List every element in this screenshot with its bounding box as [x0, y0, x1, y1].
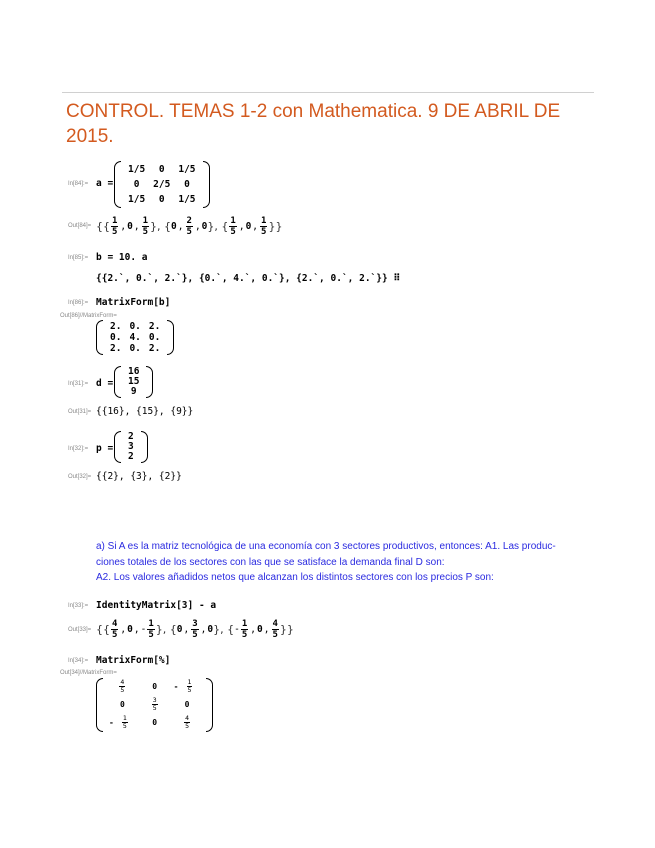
- cell-label-out84: Out[84]=: [68, 223, 92, 229]
- question-line-1: a) Si A es la matriz tecnológica de una economía con 3 sectores productivos, entonces: A1. Las produc-: [96, 541, 556, 552]
- matrixform-last-input[interactable]: MatrixForm[%]: [96, 655, 171, 666]
- d-assign[interactable]: d =: [96, 378, 114, 389]
- matrix-entry: 2.: [148, 321, 161, 332]
- p-vector: [114, 431, 148, 463]
- identity-input[interactable]: IdentityMatrix[3] - a: [96, 600, 217, 611]
- identity-grid: $\frac{4}{5}$ 0 - $\frac{1}{5}$ 0 $\frac{3}{5}$ 0 - $\frac{1}{5}$ 0 $\frac{4}{5}$: [109, 678, 192, 730]
- matrix-entry: 1/5: [178, 194, 196, 205]
- matrix-entry: 2/5: [153, 179, 171, 190]
- matrix-entry: 0: [158, 194, 165, 205]
- cell-label-in84: In[84]:=: [68, 181, 89, 187]
- cell-label-in34: In[34]:=: [68, 658, 89, 664]
- cell-label-in85: In[85]:=: [68, 255, 89, 261]
- a-assign[interactable]: a =: [96, 178, 114, 189]
- matrix-entry: 1/5: [128, 164, 146, 175]
- top-rule: [62, 92, 594, 93]
- matrix-entry: 0.: [110, 332, 122, 343]
- question-line-3: A2. Los valores añadidos netos que alcanzan los distintos sectores con los precios P son:: [96, 572, 494, 583]
- a-matrix-grid: [121, 161, 203, 208]
- matrix-entry: 9: [130, 386, 137, 397]
- d-output: {{16}, {15}, {9}}: [96, 406, 194, 417]
- b-input[interactable]: b = 10. a: [96, 252, 148, 263]
- p-vector-grid: [121, 431, 141, 463]
- question-text: [96, 539, 596, 586]
- cell-label-out31: Out[31]=: [68, 409, 92, 415]
- cell-label-out34: Out[34]//MatrixForm=: [60, 670, 117, 676]
- matrixform-b-input[interactable]: MatrixForm[b]: [96, 297, 171, 308]
- cell-label-in86: In[86]:=: [68, 300, 89, 306]
- identity-matrix: [96, 678, 213, 732]
- matrix-entry: 0: [133, 179, 140, 190]
- a-matrix: [114, 161, 210, 208]
- identity-output: {{ $\frac{4}{5}$ , 0 , - $\frac{1}{5}$ }, { 0 , $\frac{3}{5}$ , 0 }, { - $\frac{1}{5}$ , 0 , $\frac{4}{5}$ }}: [96, 618, 294, 640]
- page-title: CONTROL. TEMAS 1-2 con Mathematica. 9 DE ABRIL DE 2015.: [66, 101, 561, 147]
- cell-label-out86: Out[86]//MatrixForm=: [60, 313, 117, 319]
- matrix-entry: 3: [128, 441, 134, 452]
- d-vector: [114, 366, 153, 398]
- d-vector-grid: [121, 366, 146, 398]
- p-assign[interactable]: p =: [96, 443, 114, 454]
- cell-label-in32: In[32]:=: [68, 446, 89, 452]
- cell-label-out33: Out[33]=: [68, 627, 92, 633]
- matrix-entry: 0.: [148, 332, 161, 343]
- matrix-entry: 0: [158, 164, 165, 175]
- question-line-2: ciones totales de los sectores con las que se satisface la demanda final D son:: [96, 556, 445, 568]
- matrix-entry: 2.: [110, 343, 122, 354]
- cell-label-in31: In[31]:=: [68, 381, 89, 387]
- matrix-entry: 0.: [129, 321, 141, 332]
- b-output: {{2.`, 0.`, 2.`}, {0.`, 4.`, 0.`}, {2.`, 0.`, 2.`}} ⠿: [96, 273, 401, 284]
- matrix-entry: 15: [128, 376, 140, 387]
- matrix-entry: 1/5: [128, 194, 146, 205]
- matrix-entry: 4.: [129, 332, 141, 343]
- cell-label-out32: Out[32]=: [68, 474, 92, 480]
- matrix-entry: 2.: [110, 321, 122, 332]
- matrix-entry: 2: [128, 431, 134, 442]
- p-output: {{2}, {3}, {2}}: [96, 471, 182, 482]
- matrix-entry: 0: [184, 179, 190, 190]
- cell-label-in33: In[33]:=: [68, 603, 89, 609]
- b-matrix-grid: [103, 320, 167, 355]
- a-output: {{ $\frac{1}{5}$ , 0 , $\frac{1}{5}$ }, { 0 , $\frac{2}{5}$ , 0 }, { $\frac{1}{5}$ , 0 , $\frac{1}{5}$ }}: [96, 215, 283, 237]
- matrix-entry: 16: [128, 366, 140, 377]
- matrix-entry: 0.: [129, 343, 141, 354]
- b-matrix: [96, 320, 174, 355]
- matrix-entry: 2: [128, 451, 134, 462]
- matrix-entry: 2.: [148, 343, 161, 354]
- matrix-entry: 1/5: [178, 164, 196, 175]
